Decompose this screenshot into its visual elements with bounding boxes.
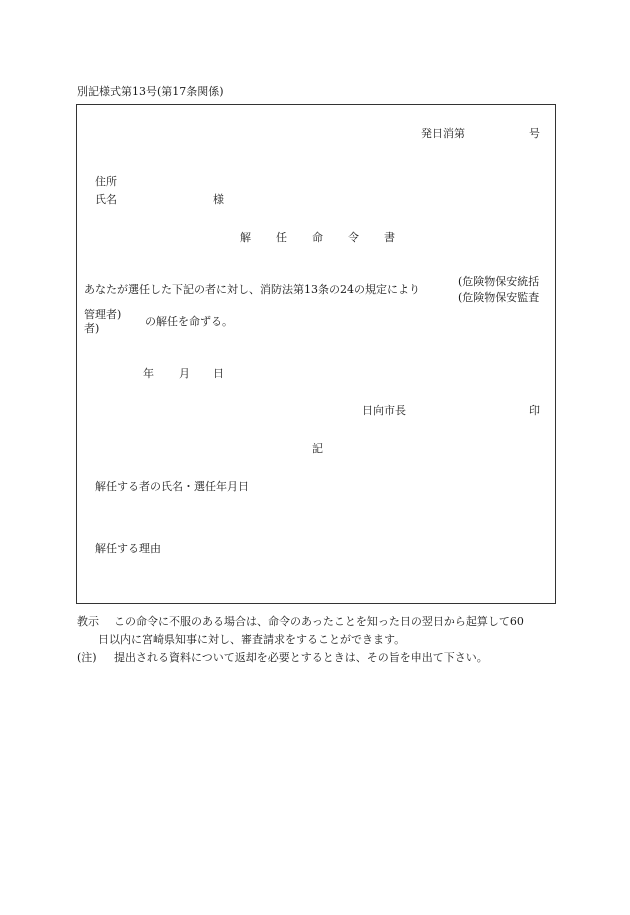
name-label: 氏名 xyxy=(95,193,117,206)
issue-number-suffix: 号 xyxy=(529,127,540,140)
title-char: 命 xyxy=(312,231,323,244)
address-label: 住所 xyxy=(95,175,117,188)
title-char: 書 xyxy=(384,231,395,244)
ki-heading: 記 xyxy=(312,442,323,455)
role-option-1-continuation: 管理者) xyxy=(84,308,122,321)
note-caution-label: (注) xyxy=(77,651,97,664)
issuer-title: 日向市長 xyxy=(362,404,406,417)
seal-mark: 印 xyxy=(529,404,540,417)
form-frame xyxy=(76,104,556,604)
date-month-label: 月 xyxy=(179,367,190,380)
title-char: 解 xyxy=(240,231,251,244)
order-body-line1: あなたが選任した下記の者に対し、消防法第13条の24の規定により xyxy=(84,283,420,296)
issue-number-prefix: 発日消第 xyxy=(421,127,465,140)
date-year-label: 年 xyxy=(143,367,154,380)
note-instruction-continuation: 日以内に宮崎県知事に対し、審査請求をすることができます。 xyxy=(98,633,406,646)
note-instruction-text: この命令に不服のある場合は、命令のあったことを知った日の翌日から起算して60 xyxy=(114,615,524,628)
note-caution-text: 提出される資料について返却を必要とするときは、その旨を申出て下さい。 xyxy=(114,651,488,664)
honorific-label: 様 xyxy=(213,193,224,206)
role-option-1: (危険物保安統括 xyxy=(458,275,540,288)
role-option-2: (危険物保安監査 xyxy=(458,291,540,304)
item-dismissal-reason: 解任する理由 xyxy=(95,542,161,555)
title-char: 任 xyxy=(276,231,287,244)
role-option-2-continuation: 者) xyxy=(84,322,100,335)
title-char: 令 xyxy=(348,231,359,244)
order-body-line2: の解任を命ずる。 xyxy=(145,315,233,328)
form-title: 別記様式第13号(第17条関係) xyxy=(77,85,224,98)
item-dismissed-person: 解任する者の氏名・選任年月日 xyxy=(95,480,249,493)
note-instruction-label: 教示 xyxy=(77,615,99,628)
date-day-label: 日 xyxy=(213,367,224,380)
